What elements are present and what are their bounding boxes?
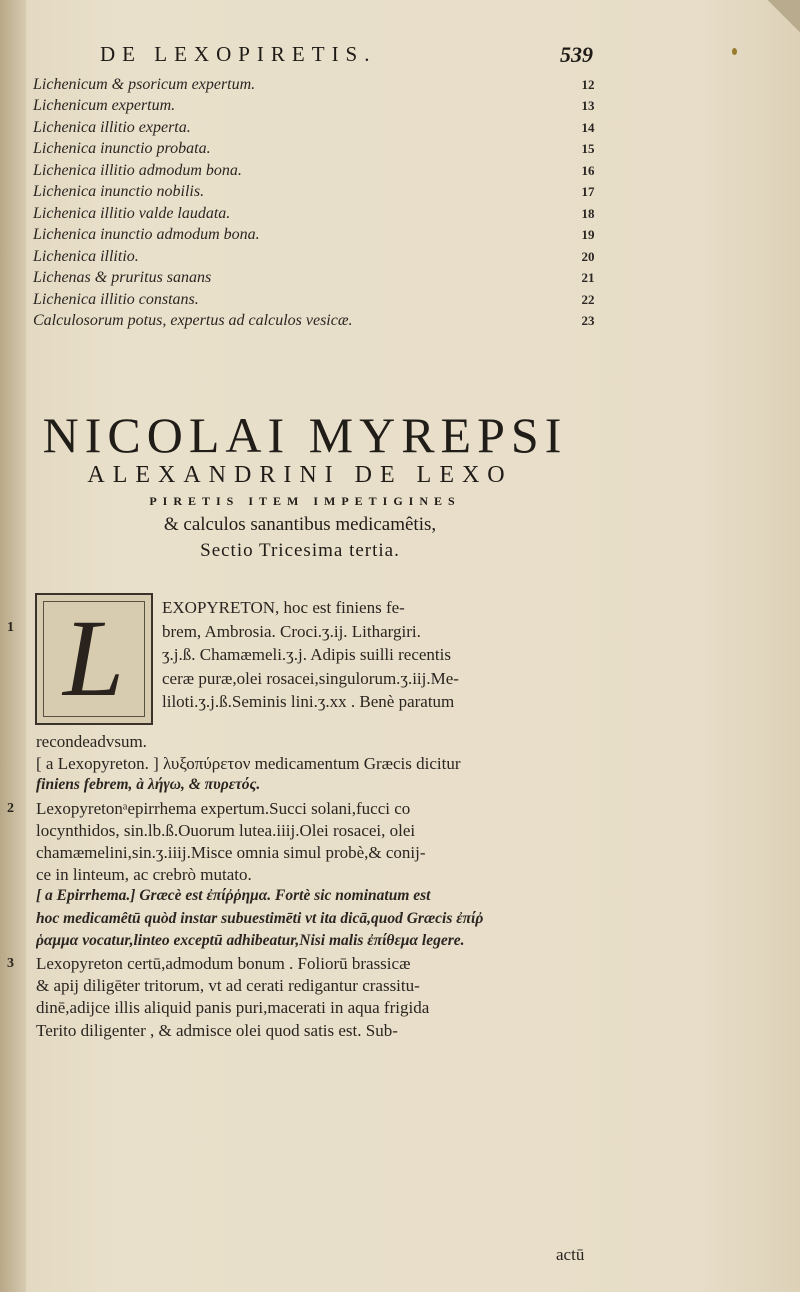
toc-title: Calculosorum potus, expertus ad calculos vesicæ. [33, 312, 353, 330]
body-text-line: Lexopyretonᵃepirrhema expertum.Succi solani,fucci co [36, 798, 411, 818]
toc-row [33, 160, 603, 182]
toc-row [33, 311, 603, 333]
toc-title: Lichenas & pruritus sanans [33, 269, 212, 287]
annotation-line: ῥαμμα vocatur,linteo exceptū adhibeatur,Nisi malis ἐπίθεμα legere. [36, 931, 465, 949]
decorated-initial [35, 593, 153, 725]
toc-title: Lichenicum expertum. [33, 97, 176, 115]
body-text-line: ʒ.j.ß. Chamæmeli.ʒ.j. Adipis suilli recentis [162, 645, 451, 664]
body-text-line: Lexopyreton certū,admodum bonum . Foliorū brassicæ [36, 954, 411, 973]
body-text-line: EXOPYRETON, hoc est finiens fe- [162, 598, 405, 617]
toc-title: Lichenica inunctio admodum bona. [33, 226, 260, 244]
body-text-line: [ a Lexopyreton. ] λυξοπύρετον medicamentum Græcis dicitur [36, 754, 461, 774]
annotation-line: finiens febrem, à λήγω, & πυρετός. [36, 776, 261, 794]
toc-number: 20 [581, 248, 595, 264]
body-text-line: Terito diligenter , & admisce olei quod satis est. Sub- [36, 1020, 398, 1040]
toc-number: 16 [581, 162, 595, 178]
section-subtitle-4: Sectio Tricesima tertia. [200, 540, 400, 561]
toc-title: Lichenica inunctio nobilis. [33, 183, 205, 201]
toc-number: 14 [581, 119, 595, 135]
margin-number: 1 [7, 620, 14, 635]
toc-title: Lichenica illitio. [33, 247, 139, 265]
body-text-line: locynthidos, sin.lb.ß.Ouorum lutea.iiij.Olei rosacei, olei [36, 820, 416, 840]
toc-title: Lichenica illitio valde laudata. [33, 204, 231, 222]
page-number: 539 [560, 42, 593, 67]
section-title: NICOLAI MYREPSI [42, 407, 568, 463]
margin-number: 2 [7, 800, 14, 816]
toc-number: 21 [581, 270, 595, 286]
toc-row [33, 246, 603, 268]
section-subtitle-3: & calculos sanantibus medicamêtis, [163, 514, 437, 535]
ink-spot [732, 48, 737, 55]
table-of-contents [33, 74, 603, 332]
toc-number: 22 [581, 291, 595, 307]
body-text-line: brem, Ambrosia. Croci.ʒ.ij. Lithargiri. [162, 621, 421, 641]
toc-title: Lichenica illitio constans. [33, 290, 199, 308]
toc-title: Lichenica inunctio probata. [33, 140, 211, 158]
toc-number: 18 [581, 205, 595, 221]
section-subtitle-2: PIRETIS ITEM IMPETIGINES [149, 494, 461, 508]
toc-row [33, 225, 603, 247]
toc-number: 17 [581, 184, 595, 200]
toc-title: Lichenicum & psoricum expertum. [33, 75, 256, 93]
section-subtitle-1: ALEXANDRINI DE LEXO [87, 462, 513, 488]
toc-row [33, 139, 603, 161]
page-gutter [0, 0, 26, 1292]
body-text-line: & apij diligēter tritorum, vt ad cerati redigantur crassitu- [36, 976, 420, 996]
catchword: actū [556, 1245, 585, 1264]
body-text-line: chamæmelini,sin.ʒ.iiij.Misce omnia simul probè,& conij- [36, 843, 426, 862]
toc-row [33, 182, 603, 204]
toc-number: 13 [581, 98, 595, 114]
initial-letter: L [63, 597, 125, 719]
toc-number: 23 [581, 313, 595, 329]
body-text-line: liloti.ʒ.j.ß.Seminis lini.ʒ.xx . Benè paratum [162, 692, 455, 711]
body-text-line: dinē,adijce illis aliquid panis puri,macerati in aqua frigida [36, 998, 430, 1018]
toc-row [33, 289, 603, 311]
toc-title: Lichenica illitio admodum bona. [33, 161, 242, 179]
toc-number: 12 [581, 76, 595, 92]
toc-row [33, 117, 603, 139]
body-text-line: ce in linteum, ac crebrò mutato. [36, 865, 252, 885]
annotation-line: [ a Epirrhema.] Græcè est ἐπίῤῥημα. Fortè sic nominatum est [36, 887, 431, 905]
toc-row [33, 74, 603, 96]
toc-number: 15 [581, 141, 595, 157]
toc-title: Lichenica illitio experta. [33, 118, 191, 136]
running-head: DE LEXOPIRETIS. [100, 42, 377, 66]
body-text-line: recondeadvsum. [36, 732, 147, 751]
margin-number: 3 [7, 956, 14, 971]
toc-row [33, 203, 603, 225]
toc-row [33, 96, 603, 118]
body-text-line: ceræ puræ,olei rosacei,singulorum.ʒ.iij.Me- [162, 668, 459, 688]
annotation-line: hoc medicamêtū quòd instar subuestimēti vt ita dicā,quod Græcis ἐπίῤ [36, 909, 484, 927]
toc-number: 19 [581, 227, 595, 243]
page-corner [760, 0, 800, 40]
toc-row [33, 268, 603, 290]
